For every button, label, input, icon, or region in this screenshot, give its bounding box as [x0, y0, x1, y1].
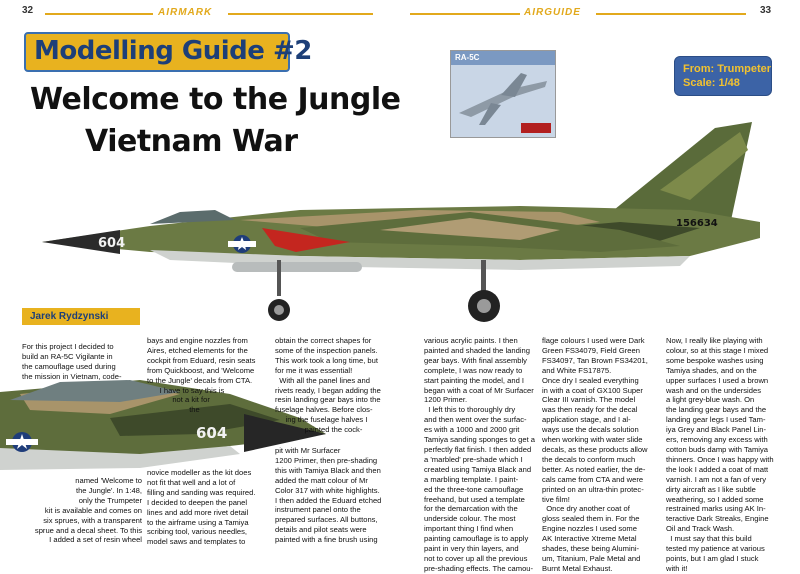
kit-info-box: [674, 56, 772, 96]
column-4: various acrylic paints. I then painted and shaded the landing gear bays. With final assembly complete, I was now ready to start painting the model, and I began with a coat of Mr Surfacer 1200 Primer. I left this to thoroughly dry and then went over the surfac- es with a 1000 and 2000 grit Tamiya sanding sponges to get a perfectly flat finish. I then added a 'marbled' pre-shade which I created using Tamiya Black and a marbling template. I paint- ed the three-tone camouflage freehand, but used a template for the demarcation with the underside colour. The most important thing I find when painting camouflage is to apply paint in very thin layers, and not to cover up all the previous pre-shading effects. The camou-: [424, 336, 536, 573]
modelling-guide-banner: [24, 32, 312, 72]
column-3-bottom: pit with Mr Surfacer 1200 Primer, then pre-shading this with Tamiya Black and then added the matt colour of Mr Color 317 with white highlights. I then added the Eduard etched instrument panel onto the prepared surfaces. All buttons, details and pilot seats were painted with a fine brush using: [275, 446, 382, 545]
kit-manufacturer: From: Trumpeter: [683, 63, 772, 75]
kit-box-label: RA-5C: [455, 53, 480, 62]
right-header-rule: [410, 13, 520, 15]
right-page-number: 33: [760, 5, 772, 16]
closeup-nose-number: 604: [196, 424, 228, 442]
column-2-top: bays and engine nozzles from Aires, etched elements for the cockpit from Eduard, resin seats from Quickboost, and 'Welcome to the Jungle' decals from CTA. I have to say this is not a kit for the: [147, 336, 256, 415]
column-2-bottom: novice modeller as the kit does not fit that well and a lot of filling and sanding was required. I decided to deepen the panel lines and add more rivet detail to the airframe using a Tamiya scribing tool, various needles, model saws and templates to: [147, 468, 256, 547]
left-header-brand: AIRMARK: [158, 7, 213, 18]
author-banner: [22, 308, 140, 325]
tail-number-marking: 156634: [676, 218, 718, 229]
modelling-guide-title: Modelling Guide #2: [34, 36, 312, 66]
column-6: Now, I really like playing with colour, so at this stage I mixed some bespoke washes using Tamiya shades, and on the upper surfaces I used a brown wash and on the undersides a light grey-blue wash. On the landing gear bays and the landing gear legs I used Tam- iya Grey and Black Panel Lin- ers, removing any excess with cotton buds damp with Tamiya thinners. Once I was happy with the look I added a coat of matt varnish. I am not a fan of very dirty aircraft as I like subtle weathering, so I added some restrained marks using AK In- teractive Dark Streaks, Engine Oil and Track Wash. I must say that this build tested my patience at various points, but I am glad I stuck with it!: [666, 336, 774, 573]
right-header-brand: AIRGUIDE: [524, 7, 581, 18]
headline-line-1: Welcome to the Jungle: [30, 82, 401, 117]
left-header-rule: [45, 13, 153, 15]
column-1-bottom: named 'Welcome to the Jungle'. In 1:48, only the Trumpeter kit is available and comes on six sprues, with a transparent sprue and a decal sheet. To this I added a set of resin wheel: [34, 476, 142, 545]
column-1-top: For this project I decided to build an RA-5C Vigilante in the camouflage used during the mission in Vietnam, code-: [22, 342, 122, 381]
right-header-rule-2: [596, 13, 746, 15]
author-name: Jarek Rydzynski: [30, 311, 109, 322]
left-header-rule-2: [228, 13, 373, 15]
kit-scale: Scale: 1/48: [683, 77, 740, 89]
left-page-number: 32: [22, 5, 34, 16]
nose-number-marking: 604: [98, 236, 126, 251]
headline-line-2: Vietnam War: [85, 124, 298, 159]
column-5: flage colours I used were Dark Green FS34079, Field Green FS34097, Tan Brown FS34201, and White FS17875. Once dry I sealed everything in with a coat of GX100 Super Clear III varnish. The model was then ready for the decal application stage, and I al- ways use the decals solution when working with water slide decals, as these products allow the decals to conform much better. As noted earlier, the de- cals came from CTA and were printed on an ultra-thin protec- tive film! Once dry another coat of gloss sealed them in. For the Engine nozzles I used some AK Interactive Xtreme Metal shades, these being Alumini- um, Titanium, Pale Metal and Burnt Metal Exhaust.: [542, 336, 648, 573]
column-3-top: obtain the correct shapes for some of the inspection panels. This work took a long time, but for me it was essential! With all the panel lines and rivets ready, I began adding the resin landing gear bays into the fuselage halves. Before clos- ing the fuselage halves I painted the cock-: [275, 336, 381, 435]
